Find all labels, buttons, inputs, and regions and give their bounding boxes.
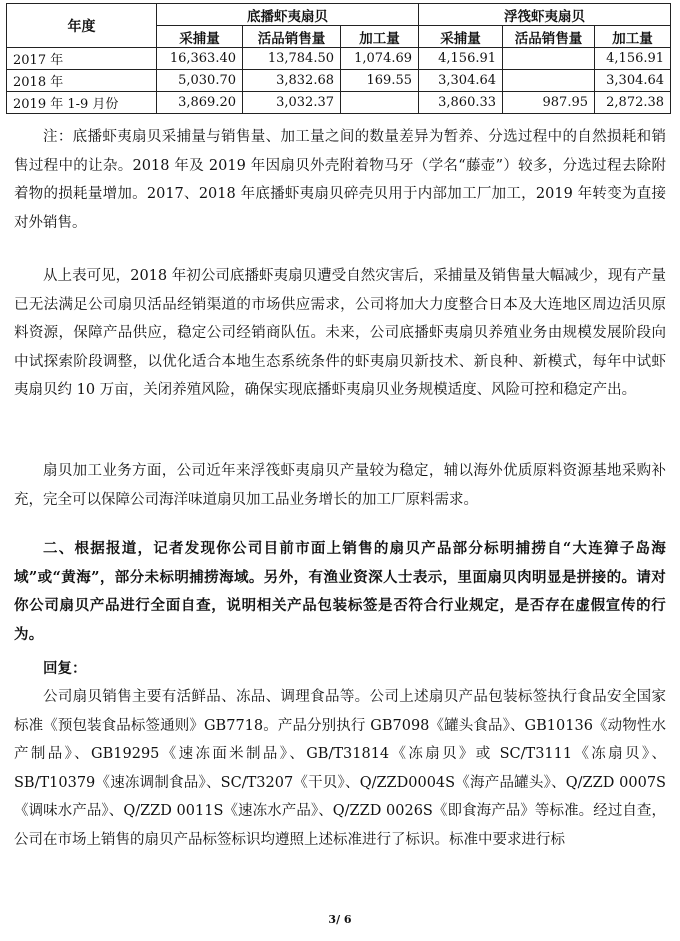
table-cell: 2,872.38 [595,92,671,114]
table-cell: 3,860.33 [419,92,503,114]
body-paragraph: 从上表可见，2018 年初公司底播虾夷扇贝遭受自然灾害后，采捕量及销售量大幅减少，现有产量已无法满足公司扇贝活品经销渠道的市场供应需求，公司将加大力度整合日本及大连地区周边活贝原料资源，保障产品供应，稳定公司经销商队伍。未来，公司底播虾夷扇贝养殖业务由规模发展阶段向中试探索阶段调整，以优化适合本地生态系统条件的虾夷扇贝新技术、新良种、新模式，每年中试虾夷扇贝约 10 万亩，关闭养殖风险，确保实现底播虾夷扇贝业务规模适度、风险可控和稳定产出。 [14,268,666,398]
table-cell: 3,869.20 [157,92,243,114]
table-cell [341,92,419,114]
table-cell: 1,074.69 [341,48,419,70]
reply-heading: 回复： [43,660,87,677]
table-cell: 3,832.68 [243,70,341,92]
year-column-header: 年度 [7,4,157,48]
body-paragraph: 公司扇贝销售主要有活鲜品、冻品、调理食品等。公司上述扇贝产品包装标签执行食品安全国家标准《预包装食品标签通则》GB7718。产品分别执行 GB7098《罐头食品》、GB10136《动物性水产制品》、GB19295《速冻面米制品》、GB/T31814《冻扇贝》或 SC/T3111《冻扇贝》、SB/T10379《速冻调制食品》、SC/T3207《干贝》、Q/ZZD0004S《海产品罐头》、Q/ZZD 0007S《调味水产品》、Q/ZZD 0011S《速冻水产品》、Q/ZZD 0026S《即食海产品》等标准。经过自查，公司在市场上销售的扇贝产品标签标识均遵照上述标准进行了标识。标准中要求进行标 [14,689,666,848]
table-cell: 3,032.37 [243,92,341,114]
page-number: 3/ 6 [328,913,352,926]
column-header: 活品销售量 [243,26,341,48]
table-cell: 5,030.70 [157,70,243,92]
table-row [7,48,671,70]
group-header-seabed: 底播虾夷扇贝 [157,4,419,26]
column-header: 加工量 [341,26,419,48]
production-table [6,3,671,114]
table-cell: 16,363.40 [157,48,243,70]
table-cell [503,48,595,70]
column-header: 采捕量 [157,26,243,48]
table-cell: 4,156.91 [595,48,671,70]
column-header: 活品销售量 [503,26,595,48]
table-cell: 4,156.91 [419,48,503,70]
table-row [7,92,671,114]
row-year: 2019 年 1-9 月份 [7,92,157,114]
table-cell: 3,304.64 [595,70,671,92]
column-header: 加工量 [595,26,671,48]
body-paragraph: 扇贝加工业务方面，公司近年来浮筏虾夷扇贝产量较为稳定，辅以海外优质原料资源基地采购补充，完全可以保障公司海洋味道扇贝加工品业务增长的加工厂原料需求。 [14,463,666,508]
column-header: 采捕量 [419,26,503,48]
group-header-raft: 浮筏虾夷扇贝 [419,4,671,26]
table-row [7,70,671,92]
table-cell: 987.95 [503,92,595,114]
table-note: 注：底播虾夷扇贝采捕量与销售量、加工量之间的数量差异为暂养、分选过程中的自然损耗和销售过程中的让杂。2018 年及 2019 年因扇贝外壳附着物马牙（学名“藤壶”）较多，分选过程去除附着物的损耗量增加。2017、2018 年底播虾夷扇贝碎壳贝用于内部加工厂加工，2019 年转变为直接对外销售。 [14,129,666,231]
question-paragraph: 二、根据报道，记者发现你公司目前市面上销售的扇贝产品部分标明捕捞自“大连獐子岛海域”或“黄海”，部分未标明捕捞海域。另外，有渔业资深人士表示，里面扇贝肉明显是拼接的。请对你公司扇贝产品进行全面自查，说明相关产品包装标签是否符合行业规定，是否存在虚假宣传的行为。 [14,540,666,643]
row-year: 2018 年 [7,70,157,92]
table-header-row [7,4,671,26]
table-cell [503,70,595,92]
table-cell: 13,784.50 [243,48,341,70]
row-year: 2017 年 [7,48,157,70]
table-cell: 169.55 [341,70,419,92]
table-cell: 3,304.64 [419,70,503,92]
